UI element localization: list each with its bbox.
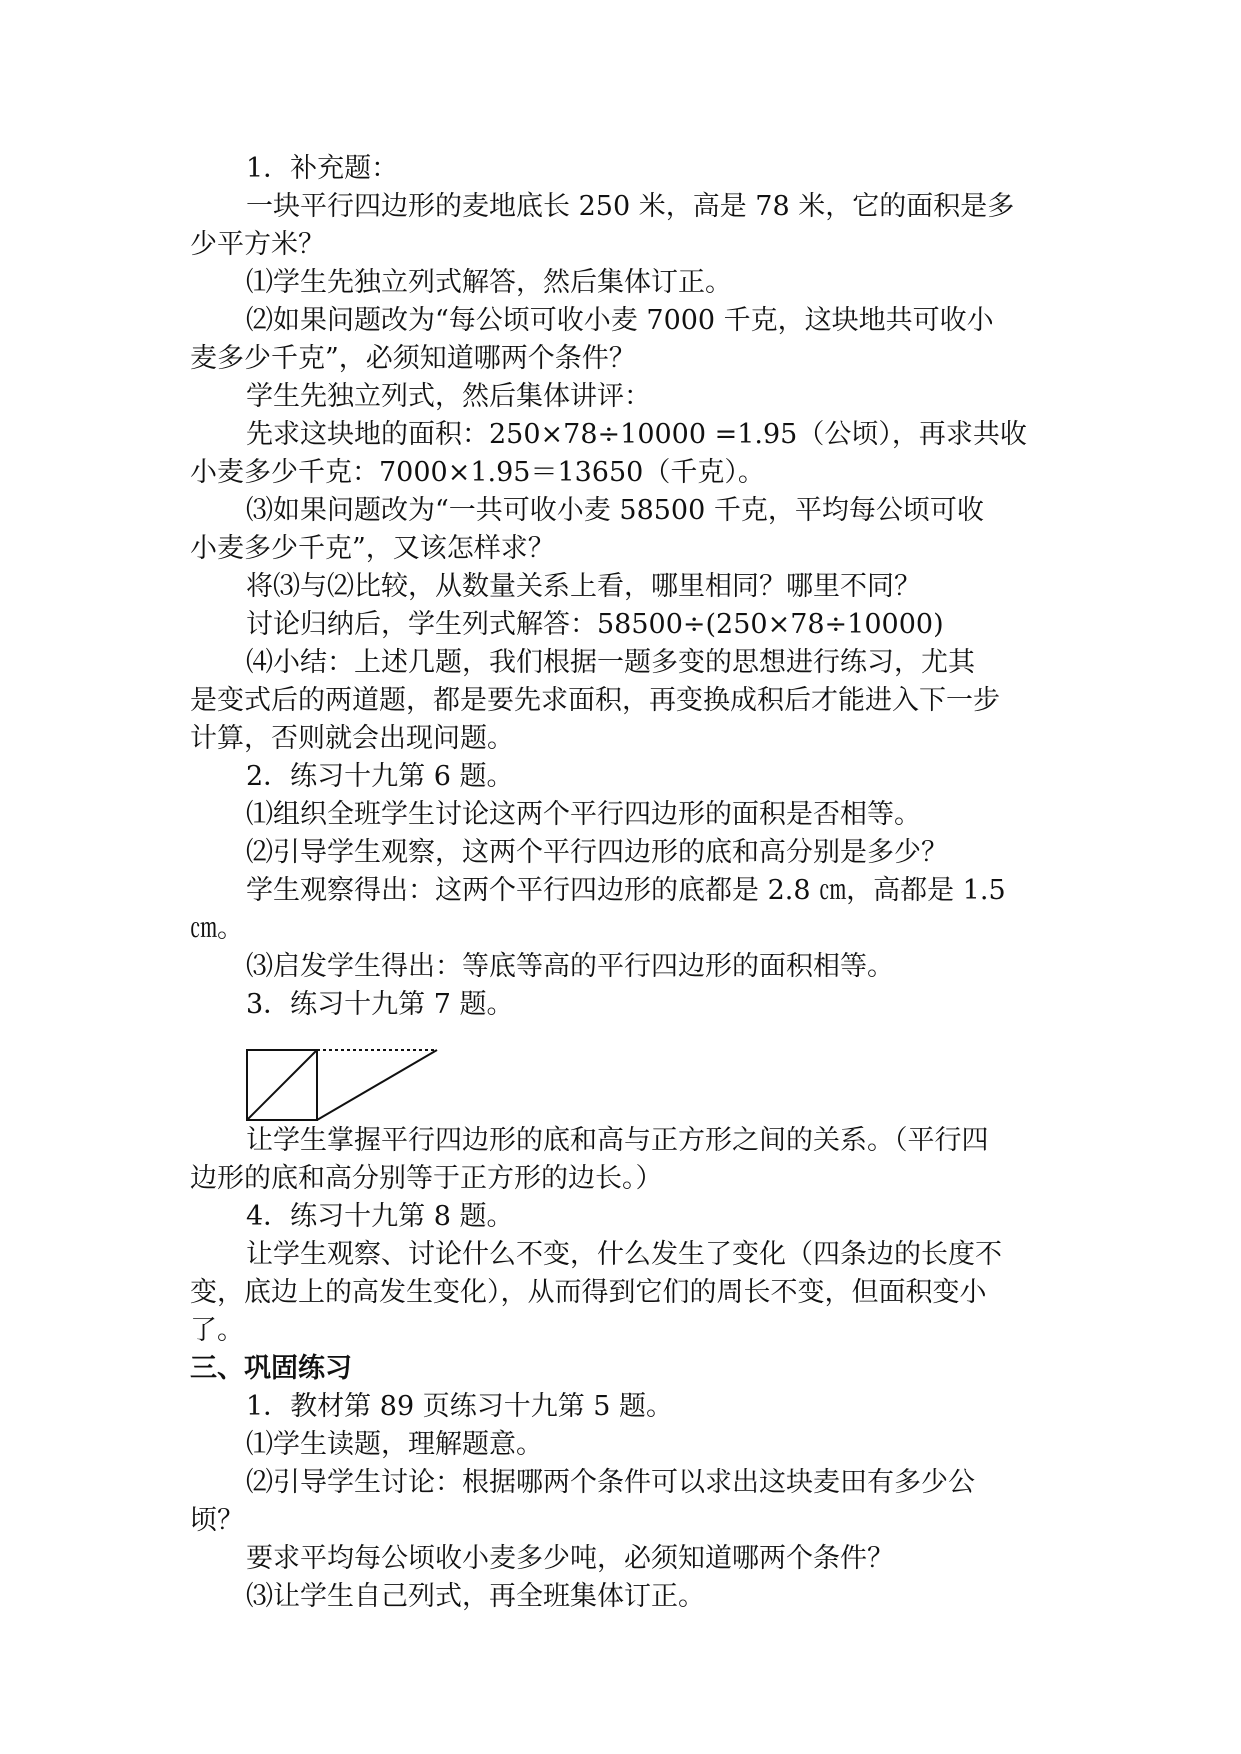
- parallelogram-right-side: [317, 1050, 437, 1120]
- text-line: 少平方米？: [190, 229, 325, 260]
- text-line: ⑶如果问题改为“一共可收小麦 58500 千克，平均每公顷可收: [246, 495, 984, 526]
- document-page: [190, 150, 1070, 1616]
- text-line: 1．补充题：: [246, 153, 399, 184]
- text-line: ⑵引导学生讨论：根据哪两个条件可以求出这块麦田有多少公: [246, 1467, 975, 1498]
- text-block-exercises: [190, 150, 1070, 1024]
- text-line: 4．练习十九第 8 题。: [246, 1201, 514, 1232]
- text-line: 小麦多少千克”，又该怎样求？: [190, 533, 555, 564]
- text-block-relations: [190, 1122, 1070, 1350]
- text-line: 将⑶与⑵比较，从数量关系上看，哪里相同？哪里不同？: [246, 571, 921, 602]
- text-block-consolidation: [190, 1388, 1070, 1616]
- text-line: 计算，否则就会出现问题。: [190, 723, 514, 754]
- text-line: 一块平行四边形的麦地底长 250 米，高是 78 米，它的面积是多: [246, 191, 1015, 222]
- text-line: 变，底边上的高发生变化），从而得到它们的周长不变，但面积变小: [190, 1277, 987, 1308]
- text-line: 让学生掌握平行四边形的底和高与正方形之间的关系。（平行四: [246, 1125, 989, 1156]
- text-line: ㎝。: [190, 913, 244, 944]
- text-line: 是变式后的两道题，都是要先求面积，再变换成积后才能进入下一步: [190, 685, 1000, 716]
- parallelogram-left-side: [247, 1050, 317, 1120]
- text-line: ⑵引导学生观察，这两个平行四边形的底和高分别是多少？: [246, 837, 948, 868]
- text-line: ⑵如果问题改为“每公顷可收小麦 7000 千克，这块地共可收小: [246, 305, 994, 336]
- square-parallelogram-figure: [245, 1028, 1070, 1122]
- text-line: 麦多少千克”，必须知道哪两个条件？: [190, 343, 636, 374]
- text-line: 讨论归纳后，学生列式解答：58500÷(250×78÷10000): [246, 609, 944, 640]
- text-line: ⑴学生读题，理解题意。: [246, 1429, 543, 1460]
- text-line: 了。: [190, 1315, 244, 1346]
- text-line: 要求平均每公顷收小麦多少吨，必须知道哪两个条件？: [246, 1543, 894, 1574]
- text-line: ⑴学生先独立列式解答，然后集体订正。: [246, 267, 732, 298]
- text-line: 2．练习十九第 6 题。: [246, 761, 514, 792]
- text-line: 先求这块地的面积：250×78÷10000 =1.95（公顷），再求共收: [246, 419, 1027, 450]
- text-line: 顷？: [190, 1505, 244, 1536]
- text-line: 3．练习十九第 7 题。: [246, 989, 514, 1020]
- text-line: 1．教材第 89 页练习十九第 5 题。: [246, 1391, 674, 1422]
- text-line: 学生先独立列式，然后集体讲评：: [246, 381, 651, 412]
- text-line: 小麦多少千克：7000×1.95＝13650（千克）。: [190, 457, 765, 488]
- section-heading: 三、巩固练习: [190, 1353, 352, 1384]
- text-line: 让学生观察、讨论什么不变，什么发生了变化（四条边的长度不: [246, 1239, 1002, 1270]
- text-line: ⑶让学生自己列式，再全班集体订正。: [246, 1581, 705, 1612]
- text-line: ⑴组织全班学生讨论这两个平行四边形的面积是否相等。: [246, 799, 921, 830]
- text-line: 学生观察得出：这两个平行四边形的底都是 2.8 ㎝，高都是 1.5: [246, 875, 1006, 906]
- text-line: ⑷小结：上述几题，我们根据一题多变的思想进行练习，尤其: [246, 647, 975, 678]
- text-line: 边形的底和高分别等于正方形的边长。）: [190, 1163, 663, 1194]
- geometry-diagram: [245, 1028, 465, 1122]
- text-line: ⑶启发学生得出：等底等高的平行四边形的面积相等。: [246, 951, 894, 982]
